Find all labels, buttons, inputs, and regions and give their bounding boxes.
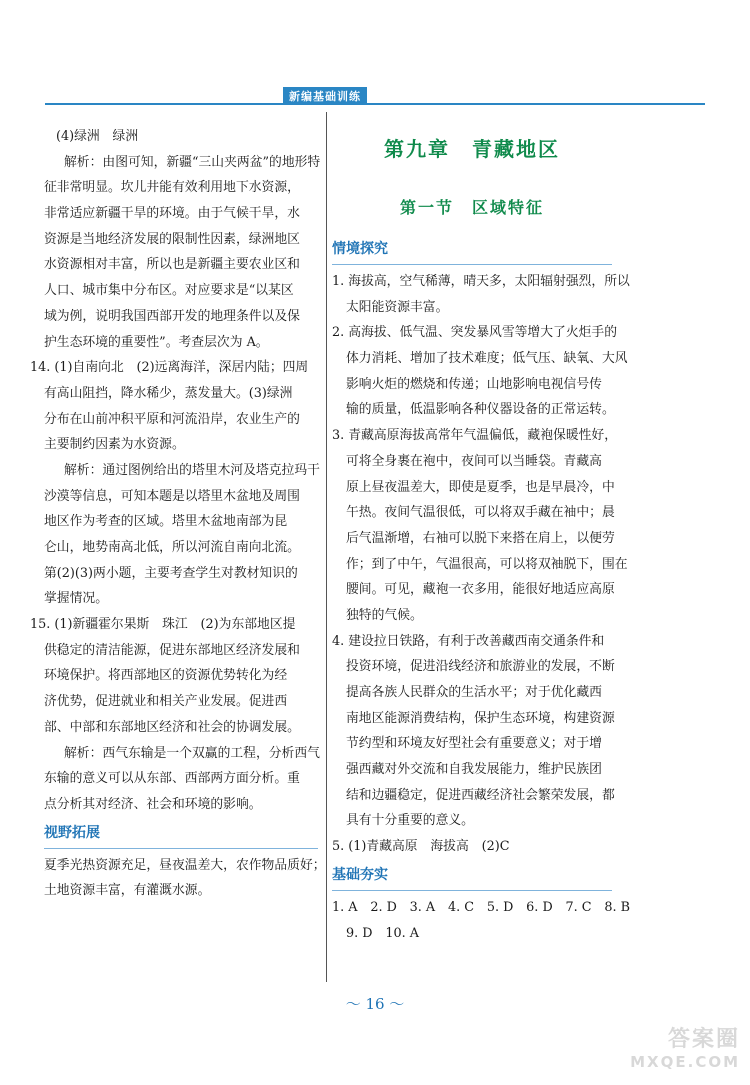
answer-line: 征非常明显。坎儿井能有效利用地下水资源，	[44, 180, 300, 196]
question-15-line: 15. (1)新疆霍尔果斯 珠江 (2)为东部地区提	[30, 617, 296, 633]
question-14-line: 14. (1)自南向北 (2)远离海洋，深居内陆；四周	[30, 360, 309, 376]
answer-line: 具有十分重要的意义。	[346, 813, 474, 829]
answer-line: 有高山阻挡，降水稀少，蒸发量大。(3)绿洲	[44, 385, 293, 401]
answer-line: 人口、城市集中分布区。对应要求是“以某区	[44, 283, 294, 299]
answer-line: 太阳能资源丰富。	[346, 299, 449, 315]
answer-line: 环境保护。将西部地区的资源优势转化为经	[44, 668, 288, 684]
answer-line: (4)绿洲 绿洲	[56, 129, 139, 144]
answer-line: 域为例，说明我国西部开发的地理条件以及保	[44, 308, 300, 324]
section-title-shiye-tuozhan: 视野拓展	[44, 818, 318, 849]
answer-line: 原上昼夜温差大，即使是夏季，也是早晨冷，中	[346, 479, 615, 495]
answer-line: 强西藏对外交流和自我发展能力，维护民族团	[346, 762, 602, 778]
answer-line: 节约型和环境友好型社会有重要意义；对于增	[346, 736, 602, 752]
section-heading: 第一节 区域特征	[399, 198, 544, 217]
answer-line: 输的质量，低温影响各种仪器设备的正常运转。	[346, 402, 615, 418]
answer-line: 投资环境，促进沿线经济和旅游业的发展，不断	[346, 659, 615, 675]
answer-line: 9. D 10. A	[346, 925, 419, 941]
answer-line: 地区作为考查的区域。塔里木盆地南部为昆	[44, 514, 288, 530]
answer-line: 南地区能源消费结构，保护生态环境，构建资源	[346, 710, 615, 726]
watermark-line2: MXQE.COM	[630, 1053, 740, 1071]
answer-line: 结和边疆稳定，促进西藏经济社会繁荣发展，都	[346, 787, 615, 803]
answer-line: 2. 高海拔、低气温、突发暴风雪等增大了火炬手的	[332, 325, 618, 341]
answer-line: 后气温渐增，右袖可以脱下来搭在肩上，以便劳	[346, 530, 615, 546]
header-rule	[45, 103, 705, 105]
answer-line: 4. 建设拉日铁路，有利于改善藏西南交通条件和	[332, 633, 605, 649]
answer-line: 第(2)(3)两小题，主要考查学生对教材知识的	[44, 565, 298, 581]
answer-line: 可将全身裹在袍中，夜间可以当睡袋。青藏高	[346, 453, 602, 469]
answer-line: 午热。夜间气温很低，可以将双手藏在袖中；晨	[346, 505, 615, 521]
answer-line: 独特的气候。	[346, 607, 423, 623]
answer-line: 夏季光热资源充足，昼夜温差大，农作物品质好；	[44, 857, 326, 873]
answer-line: 资源是当地经济发展的限制性因素，绿洲地区	[44, 231, 300, 247]
answer-line: 作；到了中午，气温很高，可以将双袖脱下，围在	[346, 556, 628, 572]
answer-line: 3. 青藏高原海拔高常年气温偏低，藏袍保暖性好，	[332, 428, 618, 444]
answer-line: 东输的意义可以从东部、西部两方面分析。重	[44, 771, 300, 787]
section-title-jichu-hangshi: 基础夯实	[332, 860, 612, 891]
analysis-line: 解析：通过图例给出的塔里木河及塔克拉玛干	[64, 462, 320, 478]
left-column	[30, 124, 326, 904]
answer-line: 分布在山前冲积平原和河流沿岸，农业生产的	[44, 411, 300, 427]
watermark-line1: 答案圈	[667, 1027, 740, 1052]
answer-line: 沙漠等信息，可知本题是以塔里木盆地及周围	[44, 488, 300, 504]
chapter-title: 第九章 青藏地区	[384, 137, 560, 161]
answer-line: 仑山，地势南高北低，所以河流自南向北流。	[44, 540, 300, 555]
watermark-logo	[630, 1029, 740, 1073]
analysis-line: 解析：西气东输是一个双赢的工程，分析西气	[64, 745, 320, 761]
answer-line: 主要制约因素为水资源。	[44, 437, 185, 453]
answer-line: 1. 海拔高，空气稀薄，晴天多，太阳辐射强烈，所以	[332, 274, 630, 289]
answer-line: 济优势，促进就业和相关产业发展。促进西	[44, 694, 288, 710]
answer-line: 影响火炬的燃烧和传递；山地影响电视信号传	[346, 376, 602, 392]
answer-line: 土地资源丰富，有灌溉水源。	[44, 883, 211, 899]
answer-line: 1. A 2. D 3. A 4. C 5. D 6. D 7. C 8. B	[332, 899, 631, 915]
answer-line: 体力消耗、增加了技术难度；低气压、缺氧、大风	[346, 351, 628, 367]
answer-line: 5. (1)青藏高原 海拔高 (2)C	[332, 839, 510, 855]
answer-line: 提高各族人民群众的生活水平；对于优化藏西	[346, 685, 602, 700]
page-number: ～ 16 ～	[345, 995, 405, 1013]
right-column	[332, 130, 631, 946]
answer-line: 部、中部和东部地区经济和社会的协调发展。	[44, 719, 300, 735]
answer-line: 掌握情况。	[44, 591, 108, 607]
header-banner: 新编基础训练	[283, 87, 367, 105]
answer-line: 点分析其对经济、社会和环境的影响。	[44, 796, 262, 812]
analysis-line: 解析：由图可知，新疆“三山夹两盆”的地形特	[64, 154, 321, 170]
answer-line: 供稳定的清洁能源，促进东部地区经济发展和	[44, 642, 300, 658]
answer-line: 水资源相对丰富，所以也是新疆主要农业区和	[44, 257, 300, 273]
answer-line: 护生态环境的重要性”。考查层次为 A。	[44, 334, 269, 350]
answer-line: 腰间。可见，藏袍一衣多用，能很好地适应高原	[346, 582, 615, 598]
answer-line: 非常适应新疆干旱的环境。由于气候干旱，水	[44, 206, 300, 222]
column-divider	[326, 112, 327, 982]
section-title-qingjing-tanjiu: 情境探究	[332, 234, 612, 265]
